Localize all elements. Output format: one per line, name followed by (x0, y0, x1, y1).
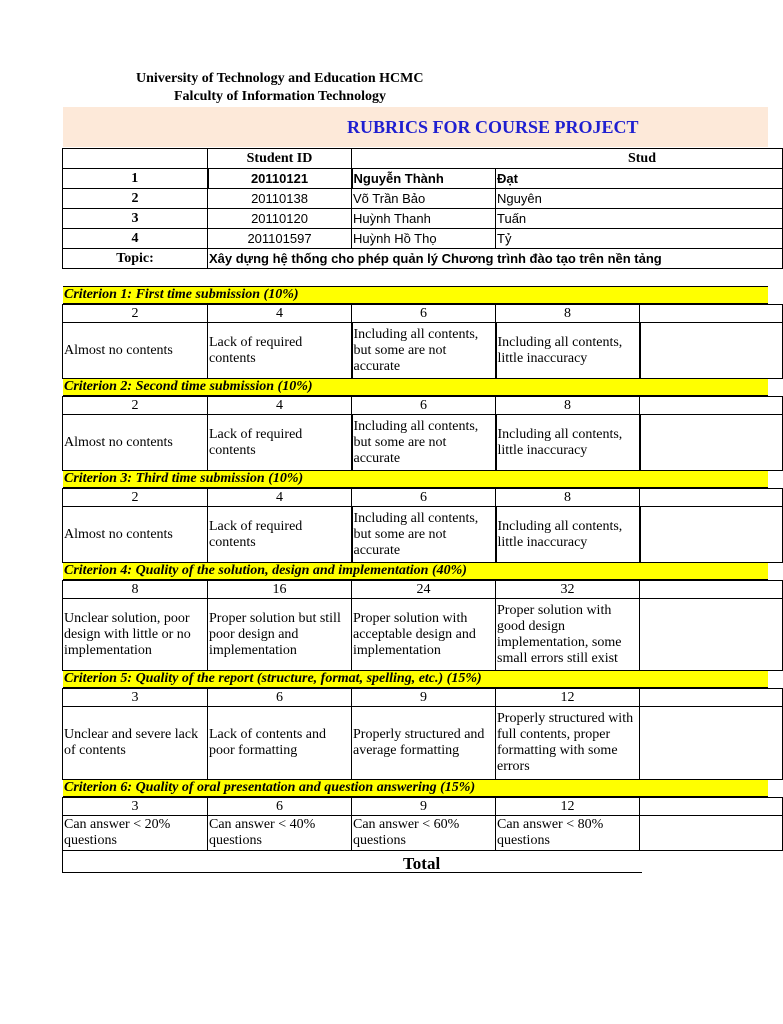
descriptor: Including all contents, little inaccuracy (496, 507, 640, 563)
descriptor-empty (640, 599, 783, 671)
student-name-first: Huỳnh Hồ Thọ (352, 229, 496, 249)
score-empty (640, 397, 783, 415)
criterion-2-table (62, 396, 783, 471)
student-id: 201101597 (208, 229, 352, 249)
score-empty (640, 489, 783, 507)
student-name-first: Nguyễn Thành (352, 169, 496, 189)
score-empty (640, 305, 783, 323)
score-empty (640, 689, 783, 707)
descriptor-empty (640, 415, 783, 471)
criterion-6-title: Criterion 6: Quality of oral presentation and question answering (15%) (64, 780, 476, 795)
student-name-last: Tỷ (496, 229, 783, 249)
descriptor: Lack of contents and poor formatting (208, 707, 352, 780)
page-title: RUBRICS FOR COURSE PROJECT (347, 117, 639, 137)
score: 2 (63, 305, 208, 323)
student-no: 1 (63, 169, 208, 189)
descriptor: Almost no contents (63, 415, 208, 471)
descriptor-empty (640, 323, 783, 379)
student-id: 20110121 (208, 169, 352, 189)
descriptor: Proper solution with good design implementation, some small errors still exist (496, 599, 640, 671)
score: 9 (352, 798, 496, 816)
student-no: 3 (63, 209, 208, 229)
score: 3 (63, 798, 208, 816)
descriptor: Can answer < 20% questions (63, 816, 208, 851)
student-name-last: Đạt (496, 169, 783, 189)
student-id: 20110138 (208, 189, 352, 209)
descriptor: Including all contents, little inaccuracy (496, 323, 640, 379)
criterion-4-title: Criterion 4: Quality of the solution, design and implementation (40%) (64, 563, 467, 578)
score: 6 (352, 489, 496, 507)
descriptor: Almost no contents (63, 323, 208, 379)
score: 8 (496, 305, 640, 323)
score: 16 (208, 581, 352, 599)
score: 8 (63, 581, 208, 599)
descriptor-empty (640, 707, 783, 780)
descriptor: Lack of required contents (208, 415, 352, 471)
descriptor: Including all contents, little inaccuracy (496, 415, 640, 471)
descriptor: Unclear and severe lack of contents (63, 707, 208, 780)
score: 6 (352, 305, 496, 323)
student-name-first: Võ Trần Bảo (352, 189, 496, 209)
score: 4 (208, 397, 352, 415)
header-student-name: Stud (352, 149, 783, 169)
descriptor: Can answer < 60% questions (352, 816, 496, 851)
score: 6 (352, 397, 496, 415)
student-no: 2 (63, 189, 208, 209)
score: 6 (208, 798, 352, 816)
descriptor: Including all contents, but some are not accurate (352, 323, 496, 379)
student-name-first: Huỳnh Thanh (352, 209, 496, 229)
criterion-1-table (62, 304, 783, 379)
criterion-2-title: Criterion 2: Second time submission (10%) (64, 379, 313, 394)
total-label: Total (403, 854, 441, 873)
score: 2 (63, 397, 208, 415)
score: 12 (496, 798, 640, 816)
faculty-name: Falculty of Information Technology (174, 89, 386, 104)
university-name: University of Technology and Education HCMC (136, 71, 424, 86)
score: 6 (208, 689, 352, 707)
criterion-3-title: Criterion 3: Third time submission (10%) (64, 471, 304, 486)
descriptor: Lack of required contents (208, 507, 352, 563)
criterion-5-table (62, 688, 783, 780)
descriptor: Properly structured and average formatting (352, 707, 496, 780)
score: 8 (496, 489, 640, 507)
header-student-id: Student ID (208, 149, 352, 169)
descriptor: Can answer < 80% questions (496, 816, 640, 851)
total-row (62, 851, 642, 873)
score-empty (640, 581, 783, 599)
score: 24 (352, 581, 496, 599)
topic-value: Xây dựng hệ thống cho phép quản lý Chương trình đào tạo trên nền tảng (208, 249, 783, 269)
score: 32 (496, 581, 640, 599)
score: 4 (208, 489, 352, 507)
criterion-6-table (62, 797, 783, 851)
criterion-1-title: Criterion 1: First time submission (10%) (64, 287, 299, 302)
criterion-5-title: Criterion 5: Quality of the report (structure, format, spelling, etc.) (15%) (64, 671, 482, 686)
descriptor: Almost no contents (63, 507, 208, 563)
score: 2 (63, 489, 208, 507)
student-no: 4 (63, 229, 208, 249)
criterion-3-table (62, 488, 783, 563)
student-name-last: Tuấn (496, 209, 783, 229)
descriptor: Unclear solution, poor design with little or no implementation (63, 599, 208, 671)
topic-label: Topic: (63, 249, 208, 269)
score: 3 (63, 689, 208, 707)
score: 9 (352, 689, 496, 707)
score: 4 (208, 305, 352, 323)
score: 8 (496, 397, 640, 415)
descriptor: Proper solution with acceptable design and implementation (352, 599, 496, 671)
score: 12 (496, 689, 640, 707)
score-empty (640, 798, 783, 816)
student-id: 20110120 (208, 209, 352, 229)
descriptor: Proper solution but still poor design and implementation (208, 599, 352, 671)
descriptor: Including all contents, but some are not accurate (352, 507, 496, 563)
descriptor: Lack of required contents (208, 323, 352, 379)
descriptor-empty (640, 507, 783, 563)
descriptor: Including all contents, but some are not accurate (352, 415, 496, 471)
student-name-last: Nguyên (496, 189, 783, 209)
descriptor: Properly structured with full contents, proper formatting with some errors (496, 707, 640, 780)
descriptor: Can answer < 40% questions (208, 816, 352, 851)
criterion-4-table (62, 580, 783, 671)
descriptor-empty (640, 816, 783, 851)
